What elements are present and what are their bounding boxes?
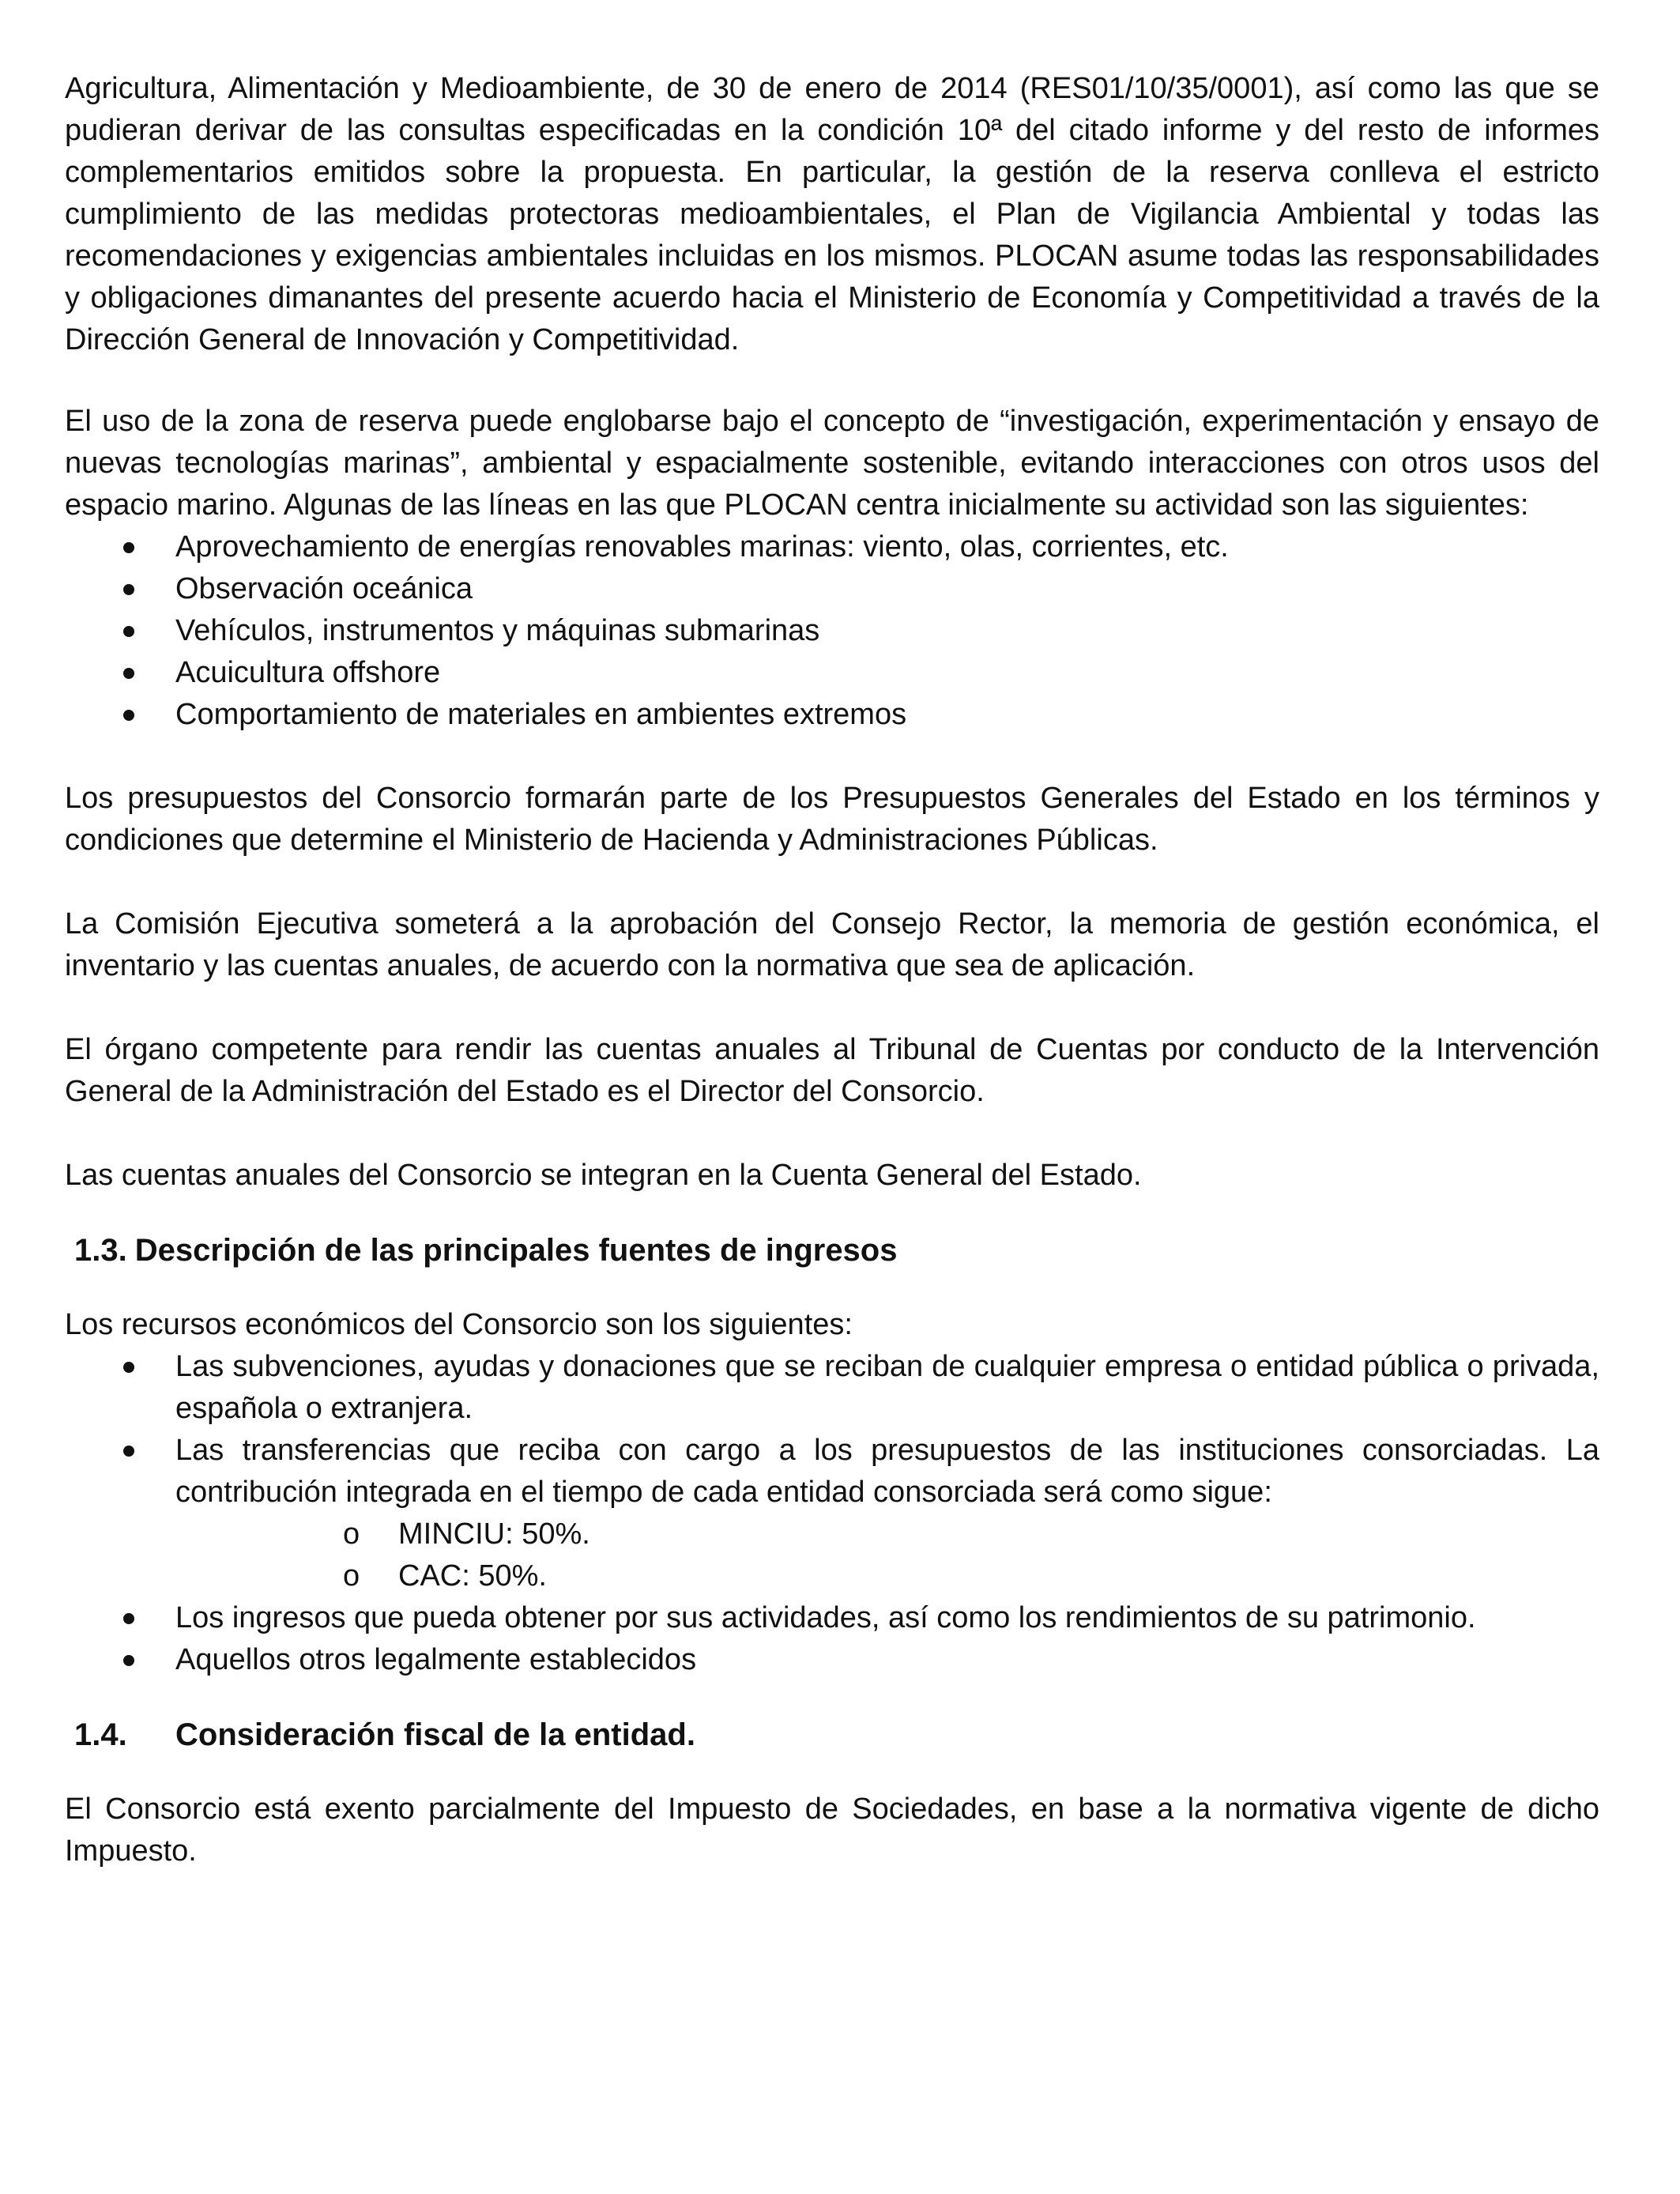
paragraph-reserve-use: El uso de la zona de reserva puede englobarse bajo el concepto de “investigación, experimentación y ensayo de nuevas tecnologías marinas”, ambiental y espacialmente sostenible, evitando interacciones con otros usos del espacio marino. Algunas de las líneas en las que PLOCAN centra inicialmente su actividad son las siguientes: — [65, 405, 1599, 522]
list-item-text: Las transferencias que reciba con cargo a los presupuestos de las instituciones consorciadas. La contribución integrada en el tiempo de cada entidad consorciada será como sigue: — [175, 1434, 1599, 1509]
list-item: Acuicultura offshore — [65, 652, 1599, 694]
activity-lines-list — [65, 526, 1599, 736]
contributions-sublist — [175, 1514, 1599, 1597]
section-heading-1-4 — [65, 1713, 1599, 1757]
paragraph-tax-status: El Consorcio está exento parcialmente del Impuesto de Sociedades, en base a la normativa vigente de dicho Impuesto. — [65, 1793, 1599, 1868]
paragraph-budgets: Los presupuestos del Consorcio formarán parte de los Presupuestos Generales del Estado en los términos y condiciones que determine el Ministerio de Hacienda y Administraciones Públicas. — [65, 782, 1599, 857]
section-title: Descripción de las principales fuentes de ingresos — [134, 1233, 898, 1268]
document-page — [65, 68, 1599, 1872]
section-heading-1-3 — [65, 1228, 1599, 1272]
paragraph-reserve-management: Agricultura, Alimentación y Medioambiente, de 30 de enero de 2014 (RES01/10/35/0001), así como las que se pudieran derivar de las consultas especificadas en la condición 10ª del citado informe y del resto de informes complementarios emitidos sobre la propuesta. En particular, la gestión de la reserva conlleva el estricto cumplimiento de las medidas protectoras medioambientales, el Plan de Vigilancia Ambiental y todas las recomendaciones y exigencias ambientales incluidas en los mismos. PLOCAN asume todas las responsabilidades y obligaciones dimanantes del presente acuerdo hacia el Ministerio de Economía y Competitividad a través de la Dirección General de Innovación y Competitividad. — [65, 72, 1599, 356]
paragraph-executive-commission: La Comisión Ejecutiva someterá a la aprobación del Consejo Rector, la memoria de gestión económica, el inventario y las cuentas anuales, de acuerdo con la normativa que sea de aplicación. — [65, 907, 1599, 982]
list-item: Vehículos, instrumentos y máquinas submarinas — [65, 610, 1599, 652]
list-item — [65, 1430, 1599, 1597]
sublist-item: o CAC: 50%. — [175, 1555, 1599, 1597]
income-intro: Los recursos económicos del Consorcio son los siguientes: — [65, 1308, 853, 1341]
income-sources-list — [65, 1346, 1599, 1681]
list-item: Las subvenciones, ayudas y donaciones que se reciban de cualquier empresa o entidad pública o privada, española o extranjera. — [65, 1346, 1599, 1430]
list-item: Observación oceánica — [65, 568, 1599, 610]
paragraph-annual-accounts: Las cuentas anuales del Consorcio se integran en la Cuenta General del Estado. — [65, 1159, 1142, 1192]
section-number: 1.3. — [74, 1233, 127, 1268]
list-item: Aquellos otros legalmente establecidos — [65, 1639, 1599, 1681]
paragraph-competent-body: El órgano competente para rendir las cuentas anuales al Tribunal de Cuentas por conducto de la Intervención General de la Administración del Estado es el Director del Consorcio. — [65, 1033, 1599, 1108]
list-item: Aprovechamiento de energías renovables marinas: viento, olas, corrientes, etc. — [65, 526, 1599, 568]
section-number: 1.4. — [74, 1717, 127, 1752]
section-title: Consideración fiscal de la entidad. — [175, 1717, 695, 1752]
list-item: Comportamiento de materiales en ambientes extremos — [65, 694, 1599, 736]
sublist-item: o MINCIU: 50%. — [175, 1514, 1599, 1555]
list-item: Los ingresos que pueda obtener por sus actividades, así como los rendimientos de su patrimonio. — [65, 1597, 1599, 1639]
